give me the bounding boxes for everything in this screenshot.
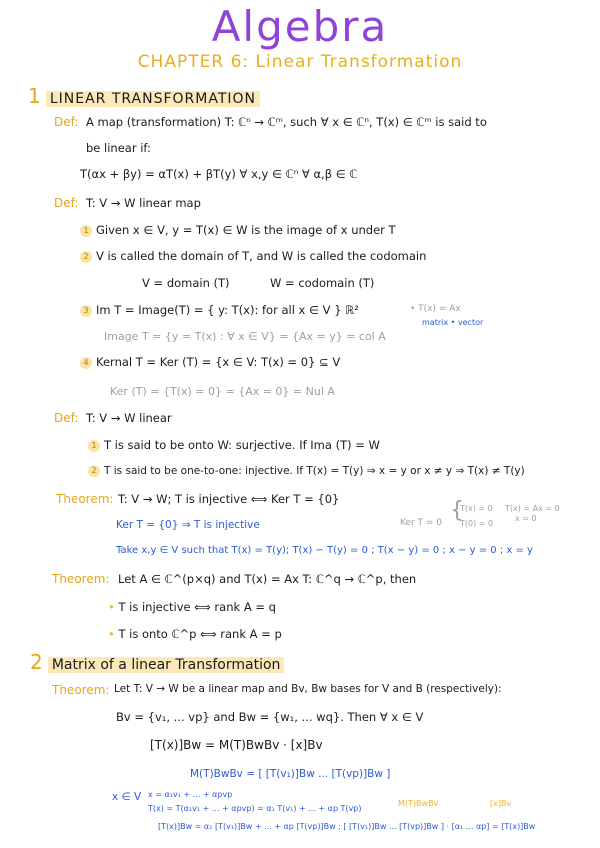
theorem1-proof-2: Take x,y ∈ V such that T(x) = T(y); T(x) − T(y) = 0 ; T(x − y) = 0 ; x − y = 0 ; x = y: [116, 545, 533, 556]
kernel-explanation: Ker (T) = {T(x) = 0} = {Ax = 0} = Nul A: [110, 385, 335, 398]
proof-sidenote-a: T(x) = 0: [460, 504, 493, 513]
theorem1-proof-1: Ker T = {0} ⇒ T is injective: [116, 519, 260, 531]
item-number: 2: [88, 465, 100, 477]
item-number: 4: [80, 357, 92, 369]
list-item: [80, 223, 396, 237]
bullet-item: [108, 600, 276, 614]
list-item: [80, 303, 359, 317]
section-number: 2: [30, 650, 43, 674]
bullet-text: T is injective ⟺ rank A = q: [118, 600, 276, 614]
def1-text: A map (transformation) T: ℂⁿ → ℂᵐ, such ∀ x ∈ ℂⁿ, T(x) ∈ ℂᵐ is said to: [86, 115, 487, 129]
proof-sidenote-d: x = 0: [515, 514, 537, 523]
linearity-formula: T(αx + βy) = αT(x) + βT(y) ∀ x,y ∈ ℂⁿ ∀ α,β ∈ ℂ: [80, 167, 358, 181]
section-number: 1: [28, 84, 41, 108]
chapter-subtitle: CHAPTER 6: Linear Transformation: [137, 52, 463, 72]
page-title: Algebra: [211, 2, 389, 51]
list-item: [88, 438, 380, 452]
s2-bases: Bv = {v₁, ... vp} and Bw = {w₁, ... wq}. Then ∀ x ∈ V: [116, 710, 424, 724]
def-label: Def:: [54, 196, 79, 210]
theorem2-text: Let A ∈ ℂ^(p×q) and T(x) = Ax T: ℂ^q → ℂ^p, then: [118, 572, 417, 586]
section-title: Matrix of a linear Transformation: [48, 657, 285, 673]
brace-icon: {: [450, 498, 464, 523]
item-text: T is said to be one-to-one: injective. If T(x) = T(y) ⇒ x = y or x ≠ y ⇒ T(x) ≠ T(y): [104, 465, 525, 477]
section-2-heading: [30, 650, 284, 674]
item-text: Kernal T = Ker (T) = {x ∈ V: T(x) = 0} ⊆ V: [96, 355, 341, 369]
item-text: T is said to be onto W: surjective. If Ima (T) = W: [104, 438, 380, 452]
item-text: Given x ∈ V, y = T(x) ∈ W is the image of x under T: [96, 223, 396, 237]
s2-theorem-text: Let T: V → W be a linear map and Bv, Bw bases for V and B (respectively):: [114, 683, 502, 695]
bullet-item: [108, 627, 282, 641]
side-note: • T(x) = Ax: [410, 304, 461, 314]
item-number: 1: [80, 225, 92, 237]
working-note-1: M(T)BwBv: [398, 799, 439, 808]
def2-text: T: V → W linear map: [86, 196, 201, 210]
proof-sidenote-b: T(0) = 0: [460, 519, 494, 528]
working-line-1: x = α₁v₁ + ... + αpvp: [148, 790, 233, 799]
theorem-label: Theorem:: [56, 492, 114, 506]
item-text: Im T = Image(T) = { y: T(x): for all x ∈ V } ℝ²: [96, 303, 359, 317]
bullet-icon: •: [108, 600, 115, 614]
bullet-icon: •: [108, 627, 115, 641]
bullet-text: T is onto ℂ^p ⟺ rank A = p: [118, 627, 282, 641]
side-note-sub: matrix • vector: [422, 318, 484, 327]
list-item: [88, 465, 525, 477]
proof-sidenote: Ker T = 0: [400, 518, 443, 528]
theorem-label: Theorem:: [52, 572, 110, 586]
list-item: [80, 249, 426, 263]
working-note-2: [x]Bv: [490, 799, 512, 808]
def1-text-cont: be linear if:: [86, 141, 151, 155]
theorem-label: Theorem:: [52, 683, 110, 697]
item-number: 2: [80, 251, 92, 263]
list-item: [80, 355, 340, 369]
section-title: LINEAR TRANSFORMATION: [46, 91, 260, 107]
codomain-line: W = codomain (T): [270, 276, 375, 290]
working-xv: x ∈ V: [112, 791, 142, 803]
image-explanation: Image T = {y = T(x) : ∀ x ∈ V} = {Ax = y} = col A: [104, 330, 386, 343]
item-number: 1: [88, 440, 100, 452]
theorem1-text: T: V → W; T is injective ⟺ Ker T = {0}: [118, 492, 340, 506]
working-line-3: [T(x)]Bw = α₁ [T(v₁)]Bw + ... + αp [T(vp)]Bw ; [ [T(v₁)]Bw ... [T(vp)]Bw ] · [α₁ ... αp] = [T(x)]Bw: [158, 822, 536, 831]
matrix-formula: [T(x)]Bw = M(T)BwBv · [x]Bv: [150, 738, 323, 752]
item-text: V is called the domain of T, and W is called the codomain: [96, 249, 427, 263]
item-number: 3: [80, 305, 92, 317]
matrix-definition: M(T)BwBv = [ [T(v₁)]Bw ... [T(vp)]Bw ]: [190, 768, 391, 780]
working-line-2: T(x) = T(α₁v₁ + ... + αpvp) = α₁ T(v₁) + ... + αp T(vp): [148, 804, 362, 813]
def-label: Def:: [54, 411, 79, 425]
def3-text: T: V → W linear: [86, 411, 172, 425]
section-1-heading: [28, 84, 260, 108]
proof-sidenote-c: T(x) = Ax = 0: [505, 504, 560, 513]
domain-line: V = domain (T): [142, 276, 230, 290]
def-label: Def:: [54, 115, 79, 129]
